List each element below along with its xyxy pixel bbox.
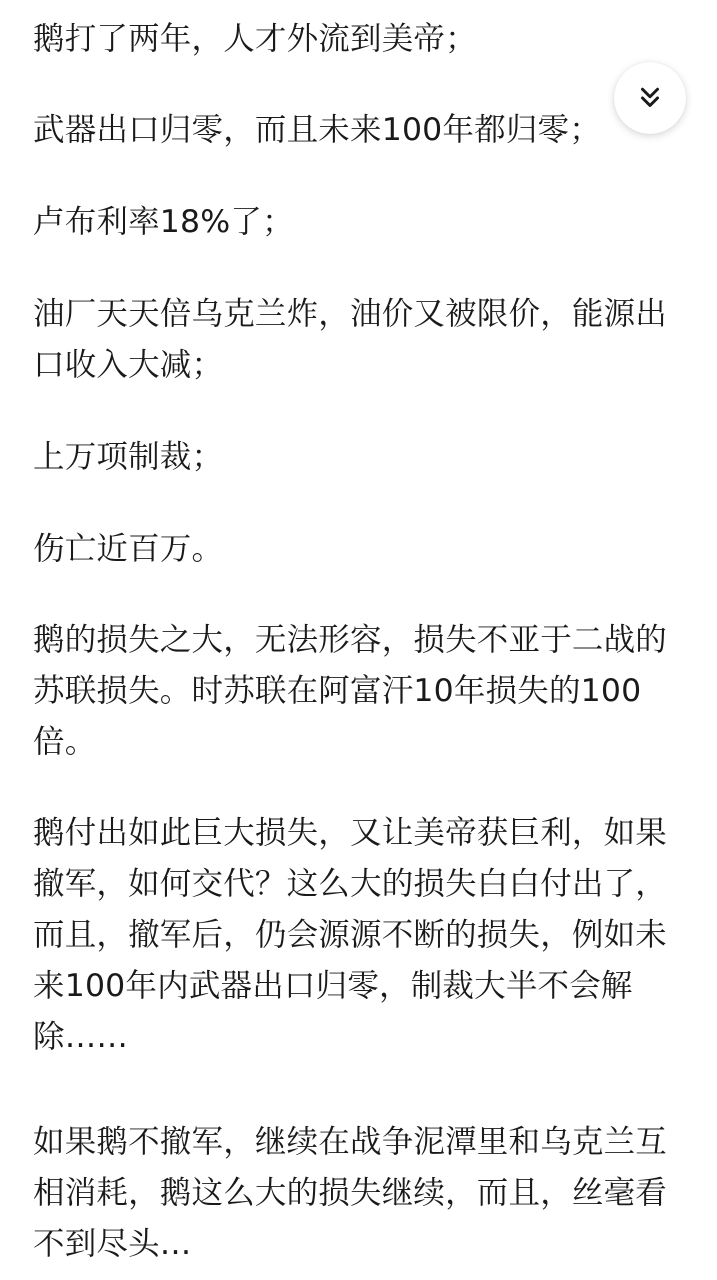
paragraph-6: 伤亡近百万。 bbox=[33, 531, 224, 567]
paragraph-8: 鹅付出如此巨大损失，又让美帝获巨利，如果撤军，如何交代？这么大的损失白白付出了，而且，撤军后，仍会源源不断的损失，例如未来100年内武器出口归零，制裁大半不会解除…… bbox=[33, 815, 668, 1055]
collapse-button[interactable] bbox=[614, 62, 686, 134]
paragraph-9: 如果鹅不撤军，继续在战争泥潭里和乌克兰互相消耗，鹅这么大的损失继续，而且，丝毫看不到尽头… bbox=[33, 1124, 668, 1262]
double-chevron-down-icon bbox=[635, 83, 665, 113]
paragraph-2: 武器出口归零，而且未来100年都归零； bbox=[33, 112, 601, 148]
paragraph-7: 鹅的损失之大，无法形容，损失不亚于二战的苏联损失。时苏联在阿富汗10年损失的100倍。 bbox=[33, 622, 668, 760]
paragraph-3: 卢布利率18%了； bbox=[33, 204, 294, 240]
paragraph-5: 上万项制裁； bbox=[33, 439, 224, 475]
paragraph-1: 鹅打了两年，人才外流到美帝； bbox=[33, 21, 477, 57]
paragraph-4: 油厂天天倍乌克兰炸，油价又被限价，能源出口收入大减； bbox=[33, 296, 668, 383]
